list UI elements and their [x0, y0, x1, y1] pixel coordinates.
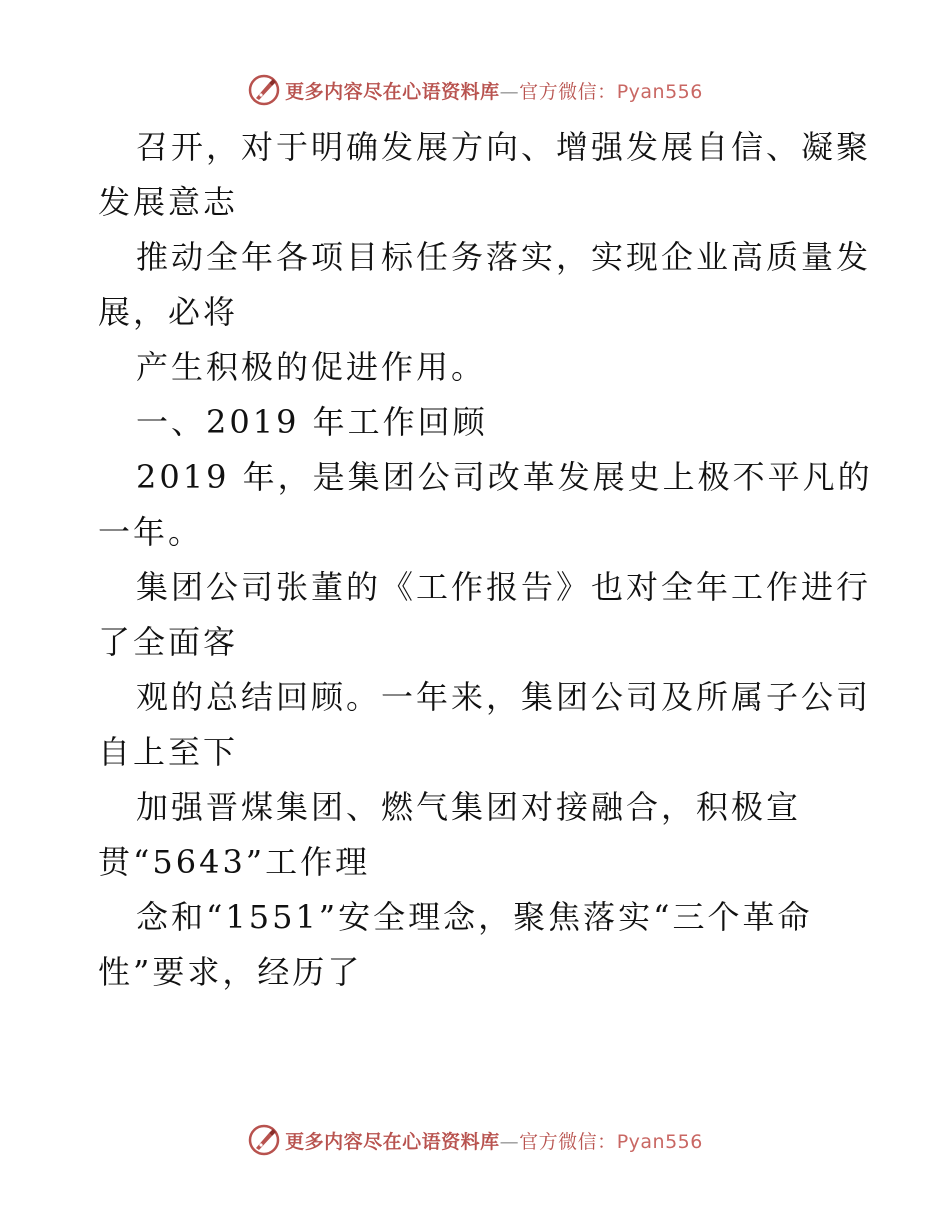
paragraph [98, 670, 872, 780]
document-body [98, 120, 873, 1000]
footer-watermark [0, 1120, 950, 1160]
watermark-dash: — [499, 80, 520, 103]
text-line: 集团公司张董的《工作报告》也对全年工作进行 [136, 568, 872, 606]
text-line: 一、2019 年工作回顾 [136, 403, 488, 441]
watermark-text [285, 1127, 703, 1154]
paragraph [98, 340, 858, 395]
paragraph [98, 230, 872, 340]
pen-logo-icon [247, 73, 281, 107]
pen-logo-icon [247, 1123, 281, 1157]
text-line: 产生积极的促进作用。 [136, 348, 487, 386]
watermark-wechat-id: Pyan556 [616, 80, 703, 103]
watermark-dash: — [499, 1130, 520, 1153]
text-line: 一年。 [98, 513, 204, 551]
text-line: 自上至下 [98, 733, 239, 771]
text-line: 性”要求，经历了 [98, 953, 363, 991]
paragraph [98, 450, 873, 560]
section-heading [98, 395, 858, 450]
watermark-text [285, 77, 703, 104]
paragraph [98, 120, 872, 230]
text-line: 2019 年，是集团公司改革发展史上极不平凡的 [136, 458, 873, 496]
text-line: 发展意志 [98, 183, 239, 221]
text-line: 观的总结回顾。一年来，集团公司及所属子公司 [136, 678, 872, 716]
watermark-wechat-id: Pyan556 [616, 1130, 703, 1153]
header-watermark [0, 70, 950, 110]
watermark-site: 更多内容尽在心语资料库 [285, 1130, 500, 1153]
paragraph [98, 890, 858, 1000]
text-line: 了全面客 [98, 623, 239, 661]
watermark-site: 更多内容尽在心语资料库 [285, 80, 500, 103]
text-line: 推动全年各项目标任务落实，实现企业高质量发 [136, 238, 872, 276]
text-line: 召开，对于明确发展方向、增强发展自信、凝聚 [136, 128, 872, 166]
text-line: 展，必将 [98, 293, 239, 331]
watermark-wechat-label: 官方微信： [519, 1130, 617, 1153]
text-line: 加强晋煤集团、燃气集团对接融合，积极宣 [136, 788, 802, 826]
paragraph [98, 780, 858, 890]
text-line: 念和“1551”安全理念，聚焦落实“三个革命 [136, 898, 813, 936]
paragraph [98, 560, 872, 670]
text-line: 贯“5643”工作理 [98, 843, 371, 881]
watermark-wechat-label: 官方微信： [519, 80, 617, 103]
